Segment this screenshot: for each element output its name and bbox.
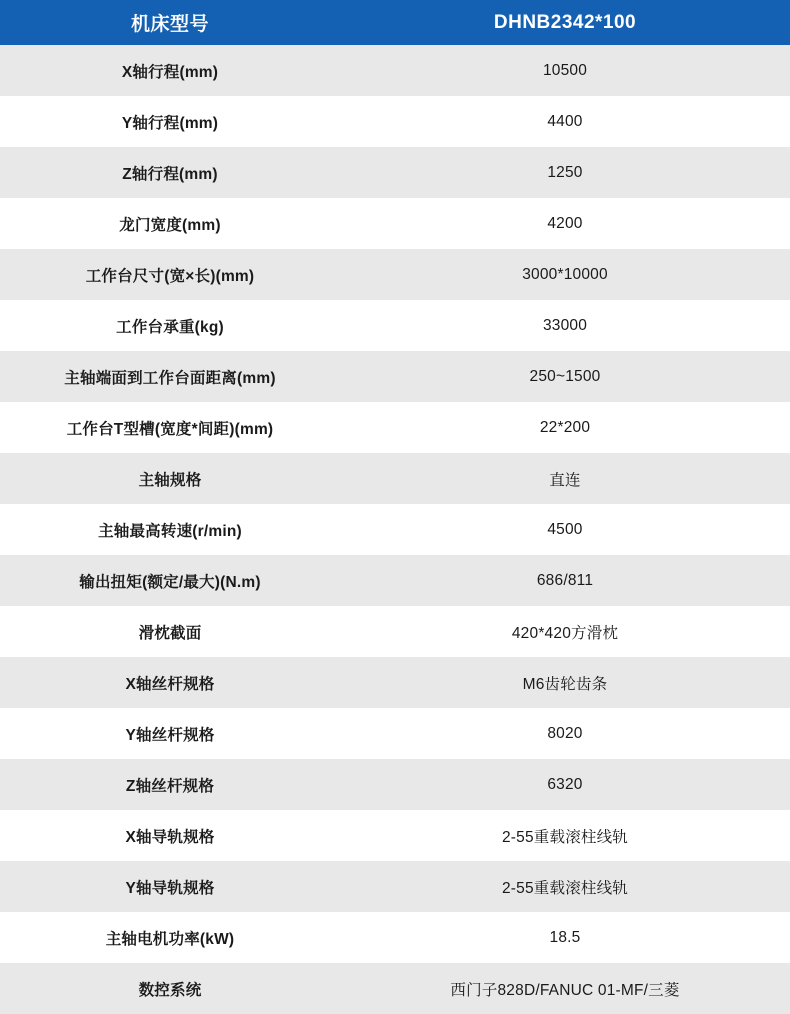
table-row [0, 810, 790, 861]
spec-value: 420*420方滑枕 [511, 624, 619, 642]
spec-value: 1250 [547, 163, 583, 181]
header-label-machine-model: 机床型号 [130, 14, 209, 35]
spec-value: 33000 [542, 316, 588, 334]
spec-value: 4200 [547, 214, 583, 232]
table-row [0, 759, 790, 810]
spec-label: 工作台尺寸(宽×长)(mm) [85, 267, 255, 285]
spec-label: 数控系统 [138, 981, 202, 999]
table-row [0, 453, 790, 504]
spec-label: Y轴导轨规格 [125, 879, 215, 897]
spec-value: 8020 [547, 724, 583, 742]
spec-value: 6320 [547, 775, 583, 793]
spec-value: 3000*10000 [522, 265, 608, 283]
header-value-machine-model: DHNB2342*100 [493, 11, 637, 33]
spec-label: 工作台T型槽(宽度*间距)(mm) [66, 420, 274, 438]
spec-label: Y轴行程(mm) [121, 114, 219, 132]
table-row [0, 402, 790, 453]
table-row [0, 504, 790, 555]
table-row [0, 96, 790, 147]
spec-label: 输出扭矩(额定/最大)(N.m) [79, 573, 261, 591]
spec-label: 主轴规格 [138, 471, 202, 489]
table-row [0, 351, 790, 402]
spec-label: X轴丝杆规格 [125, 675, 215, 693]
spec-value: 18.5 [549, 928, 581, 946]
spec-label: X轴导轨规格 [125, 828, 215, 846]
table-row [0, 912, 790, 963]
spec-value: 22*200 [539, 418, 591, 436]
table-row [0, 963, 790, 1014]
spec-value: 2-55重载滚柱线轨 [501, 879, 629, 897]
table-row [0, 657, 790, 708]
spec-label: 龙门宽度(mm) [119, 216, 221, 234]
table-row [0, 198, 790, 249]
spec-label: 滑枕截面 [138, 624, 202, 642]
spec-label: 主轴电机功率(kW) [105, 930, 235, 948]
spec-label: Z轴丝杆规格 [125, 777, 215, 795]
table-row [0, 861, 790, 912]
spec-value: M6齿轮齿条 [522, 675, 608, 693]
spec-label: 主轴最高转速(r/min) [98, 522, 242, 540]
spec-label: Z轴行程(mm) [122, 165, 218, 183]
table-header-row [0, 0, 790, 45]
spec-value: 西门子828D/FANUC 01-MF/三菱 [450, 981, 680, 999]
table-row [0, 555, 790, 606]
spec-label: X轴行程(mm) [121, 63, 219, 81]
table-row [0, 300, 790, 351]
spec-value: 250~1500 [529, 367, 601, 385]
spec-value: 2-55重载滚柱线轨 [501, 828, 629, 846]
spec-label: 主轴端面到工作台面距离(mm) [64, 369, 276, 387]
spec-label: 工作台承重(kg) [116, 318, 224, 336]
table-row [0, 45, 790, 96]
table-row [0, 249, 790, 300]
spec-value: 直连 [549, 471, 581, 489]
spec-value: 10500 [542, 61, 588, 79]
table-row [0, 147, 790, 198]
spec-value: 4500 [547, 520, 583, 538]
spec-value: 4400 [547, 112, 583, 130]
spec-value: 686/811 [536, 571, 594, 589]
table-row [0, 708, 790, 759]
spec-label: Y轴丝杆规格 [125, 726, 215, 744]
table-row [0, 606, 790, 657]
